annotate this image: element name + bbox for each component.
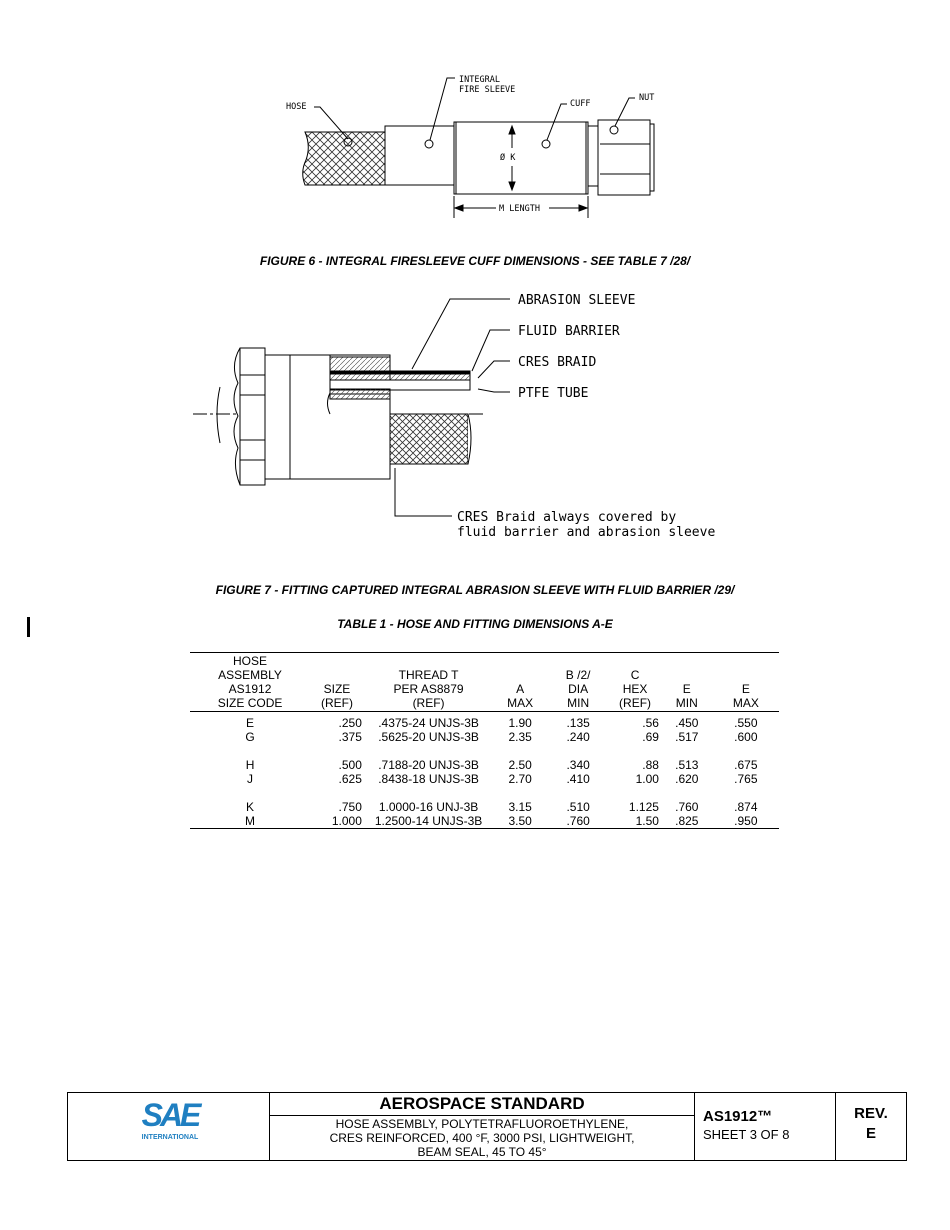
abrasion-sleeve-section <box>330 357 390 371</box>
col-size-code: HOSE ASSEMBLY AS1912 SIZE CODE <box>217 654 283 710</box>
cres-braid-section <box>330 374 470 380</box>
nut <box>598 120 650 195</box>
description-line-3: BEAM SEAL, 45 TO 45° <box>417 1145 547 1159</box>
standard-type: AEROSPACE STANDARD <box>270 1093 694 1116</box>
note-line-1: CRES Braid always covered by <box>457 510 677 525</box>
abrasion-sleeve-label: ABRASION SLEEVE <box>518 293 636 308</box>
col-thread: THREAD T PER AS8879 (REF) <box>393 668 464 710</box>
description-line-2: CRES REINFORCED, 400 °F, 3000 PSI, LIGHTWEIGHT, <box>329 1131 635 1145</box>
description-line-1: HOSE ASSEMBLY, POLYTETRAFLUOROETHYLENE, <box>335 1117 629 1131</box>
revision-cell <box>836 1093 906 1160</box>
table-row: G .375 .5625-20 UNJS-3B 2.35 .240 .69 .517 .600 <box>245 729 758 744</box>
table-row: H .500 .7188-20 UNJS-3B 2.50 .340 .88 .513 .675 <box>245 757 758 772</box>
doc-number: AS1912™ <box>703 1108 773 1125</box>
standard-title-cell <box>270 1093 695 1160</box>
col-c-hex: C HEX (REF) <box>619 668 652 710</box>
table-row: M 1.000 1.2500-14 UNJS-3B 3.50 .760 1.50 .825 .950 <box>190 814 779 829</box>
figure-7-caption: FIGURE 7 - FITTING CAPTURED INTEGRAL ABRASION SLEEVE WITH FLUID BARRIER /29/ <box>215 583 735 597</box>
col-b-dia-min: B /2/ DIA MIN <box>565 668 591 710</box>
col-size: SIZE (REF) <box>320 682 353 710</box>
nut-label: NUT <box>639 93 655 103</box>
note-line-2: fluid barrier and abrasion sleeve <box>457 525 716 540</box>
hose-braid <box>303 132 385 185</box>
table-header-row <box>190 653 779 712</box>
dimensions-table <box>190 652 779 829</box>
fluid-barrier-label: FLUID BARRIER <box>518 324 620 339</box>
lower-braid <box>390 414 468 464</box>
sae-logo: SAE INTERNATIONAL <box>141 1097 199 1141</box>
logo-cell <box>68 1093 270 1160</box>
hose-label: HOSE <box>286 102 307 112</box>
col-e-max: E MAX <box>732 682 759 710</box>
ptfe-tube-label: PTFE TUBE <box>518 386 589 401</box>
rev-value: E <box>865 1125 876 1142</box>
fire-sleeve-label-2: FIRE SLEEVE <box>459 85 516 95</box>
cuff <box>454 122 588 194</box>
length-label: M LENGTH <box>499 204 540 214</box>
title-block <box>67 1092 907 1161</box>
table-row: K .750 1.0000-16 UNJ-3B 3.15 .510 1.125 .760 .874 <box>246 799 758 814</box>
cres-braid-label: CRES BRAID <box>518 355 597 370</box>
diameter-label: Ø K <box>500 153 516 163</box>
fire-sleeve <box>385 126 454 185</box>
figure-6-drawing <box>0 60 950 245</box>
table-row: E .250 .4375-24 UNJS-3B 1.90 .135 .56 .450 .550 <box>246 715 758 730</box>
fire-sleeve-label-1: INTEGRAL <box>459 75 500 85</box>
rev-label: REV. <box>854 1105 888 1122</box>
table-row: J .625 .8438-18 UNJS-3B 2.70 .410 1.00 .620 .765 <box>247 771 758 786</box>
col-a-max: A MAX <box>507 682 534 710</box>
cuff-label: CUFF <box>570 99 591 109</box>
table-1-title: TABLE 1 - HOSE AND FITTING DIMENSIONS A-E <box>337 617 613 631</box>
figure-7-drawing <box>0 285 950 550</box>
sheet-number: SHEET 3 OF 8 <box>703 1127 790 1142</box>
doc-number-cell <box>695 1093 836 1160</box>
fitting-nut <box>234 348 265 485</box>
figure-6-caption: FIGURE 6 - INTEGRAL FIRESLEEVE CUFF DIMENSIONS - SEE TABLE 7 /28/ <box>259 254 691 268</box>
col-e-min: E MIN <box>675 682 698 710</box>
